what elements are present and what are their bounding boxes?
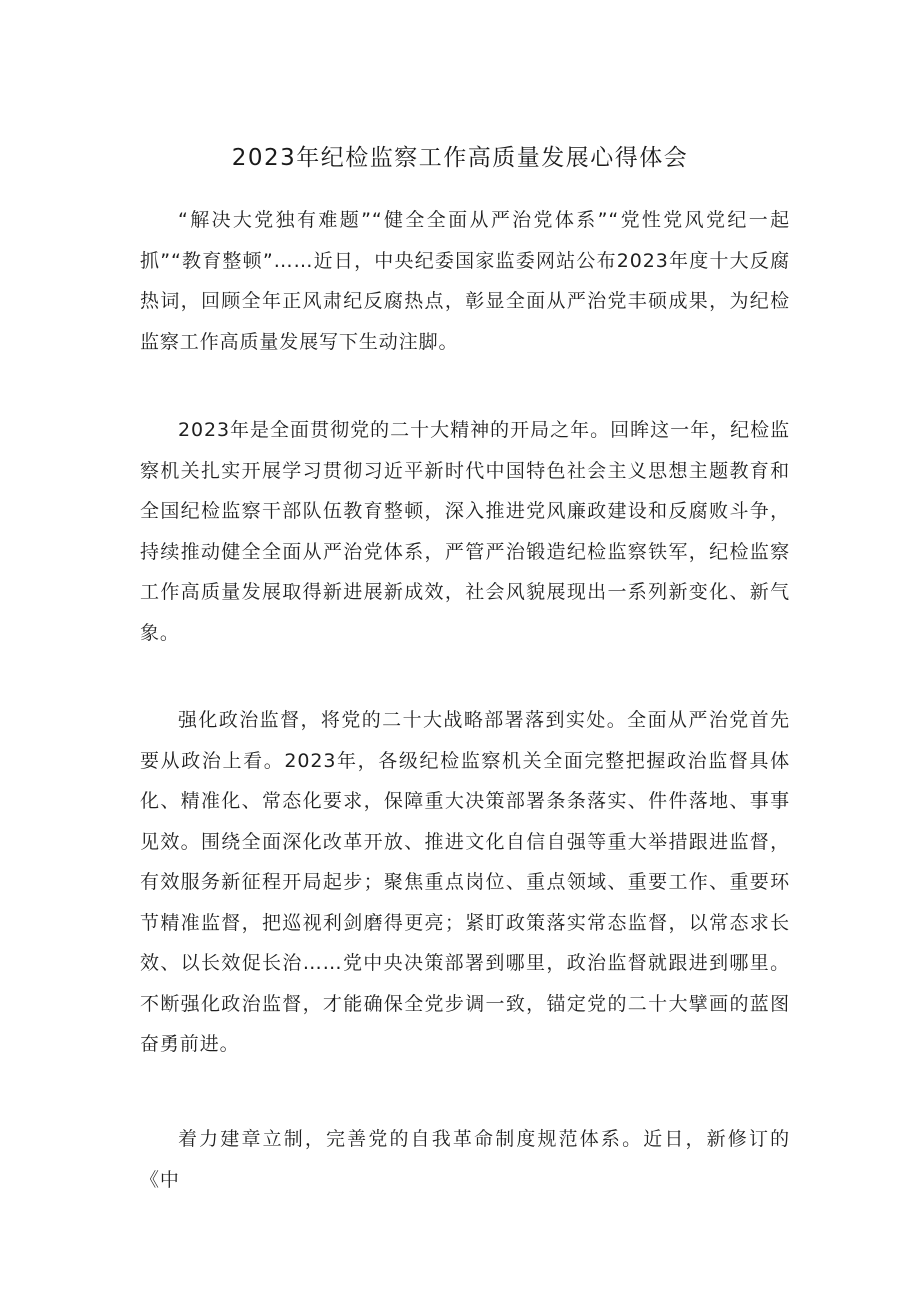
paragraph-2: 2023年是全面贯彻党的二十大精神的开局之年。回眸这一年，纪检监察机关扎实开展学习贯彻习近平新时代中国特色社会主义思想主题教育和全国纪检监察干部队伍教育整顿，深入推进党风廉政建设和反腐败斗争，持续推动健全全面从严治党体系，严管严治锻造纪检监察铁军，纪检监察工作高质量发展取得新进展新成效，社会风貌展现出一系列新变化、新气象。 (140, 419, 790, 644)
paragraph-1: “解决大党独有难题”“健全全面从严治党体系”“党性党风党纪一起抓”“教育整顿”……近日，中央纪委国家监委网站公布2023年度十大反腐热词，回顾全年正风肃纪反腐热点，彰显全面从严治党丰硕成果，为纪检监察工作高质量发展写下生动注脚。 (140, 209, 790, 353)
paragraph-3: 强化政治监督，将党的二十大战略部署落到实处。全面从严治党首先要从政治上看。2023年，各级纪检监察机关全面完整把握政治监督具体化、精准化、常态化要求，保障重大决策部署条条落实、件件落地、事事见效。围绕全面深化改革开放、推进文化自信自强等重大举措跟进监督，有效服务新征程开局起步；聚焦重点岗位、重点领域、重要工作、重要环节精准监督，把巡视利剑磨得更亮；紧盯政策落实常态监督，以常态求长效、以长效促长治……党中央决策部署到哪里，政治监督就跟进到哪里。不断强化政治监督，才能确保全党步调一致，锚定党的二十大擘画的蓝图奋勇前进。 (140, 709, 790, 1055)
paragraph-4: 着力建章立制，完善党的自我革命制度规范体系。近日，新修订的《中 (140, 1128, 790, 1191)
document-title: 2023年纪检监察工作高质量发展心得体会 (231, 145, 689, 171)
